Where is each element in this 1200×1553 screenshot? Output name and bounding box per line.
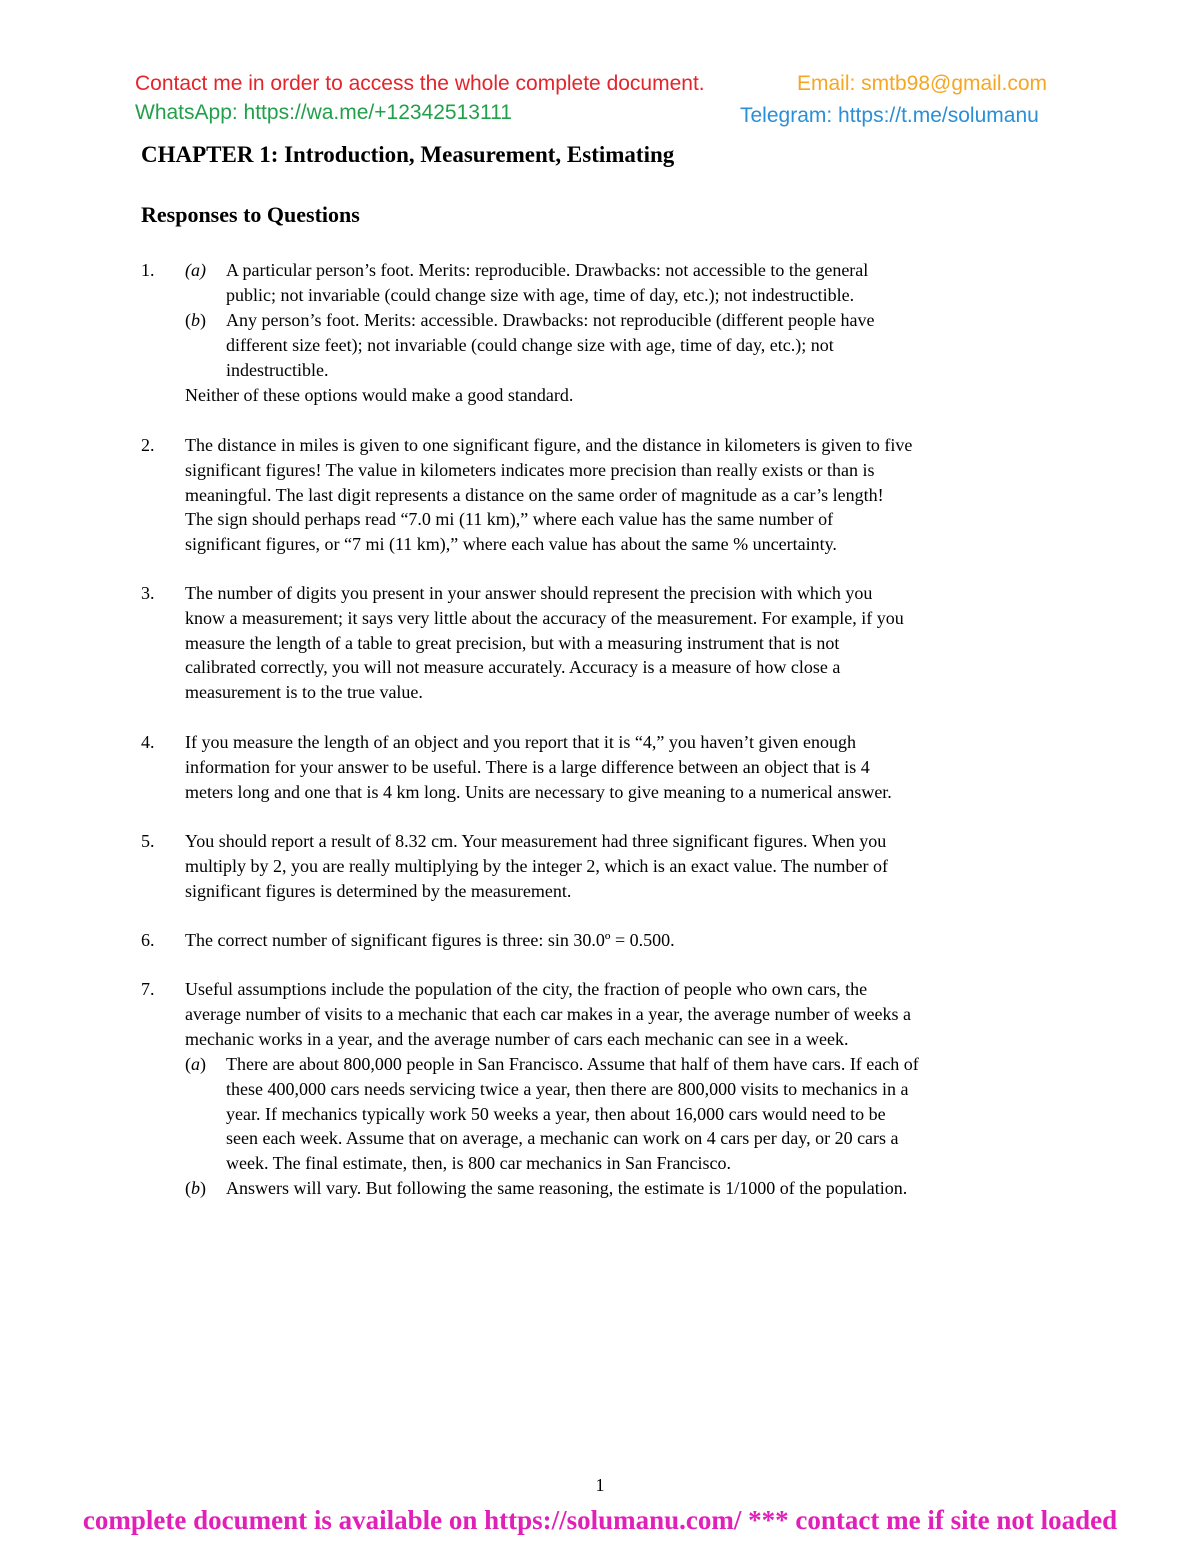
question-7-part-a <box>226 1052 1066 1176</box>
question-1-conclusion <box>185 383 1065 408</box>
question-number: 3. <box>141 583 155 603</box>
part-label-a: (a) <box>185 1054 206 1074</box>
text-line: average number of visits to a mechanic that each car makes in a year, the average number of weeks a <box>185 1003 911 1024</box>
question-3-text <box>185 581 1065 705</box>
question-5-text <box>185 829 1065 903</box>
section-title: Responses to Questions <box>141 202 360 227</box>
text-line: mechanic works in a year, and the average number of cars each mechanic can see in a week. <box>185 1028 849 1049</box>
text-line: significant figures! The value in kilometers indicates more precision than really exists or than is <box>185 459 875 480</box>
text-line: these 400,000 cars needs servicing twice a year, then there are 800,000 visits to mechanics in a <box>226 1078 909 1099</box>
question-2-text <box>185 433 1065 557</box>
text-line: meaningful. The last digit represents a distance on the same order of magnitude as a car’s length! <box>185 484 884 505</box>
text-line: The correct number of significant figures is three: sin 30.0º = 0.500. <box>185 930 675 950</box>
text-line: The number of digits you present in your answer should represent the precision with which you <box>185 583 873 603</box>
text-line: know a measurement; it says very little about the accuracy of the measurement. For example, if you <box>185 607 904 628</box>
text-line: meters long and one that is 4 km long. Units are necessary to give meaning to a numerical answer. <box>185 781 892 802</box>
footer-banner[interactable]: complete document is available on https://solumanu.com/ *** contact me if site not loaded <box>82 1505 1118 1535</box>
text-line: If you measure the length of an object and you report that it is “4,” you haven’t given enough <box>185 732 856 752</box>
question-1-part-a <box>226 258 1066 308</box>
text-line: measurement is to the true value. <box>185 682 423 703</box>
text-line: public; not invariable (could change size with age, time of day, etc.); not indestructible. <box>226 284 855 305</box>
whatsapp-link[interactable]: WhatsApp: https://wa.me/+12342513111 <box>135 101 512 124</box>
text-line: calibrated correctly, you will not measure accurately. Accuracy is a measure of how close a <box>185 657 841 678</box>
text-line: Answers will vary. But following the same reasoning, the estimate is 1/1000 of the population. <box>226 1178 908 1198</box>
question-1-part-b <box>226 308 1066 382</box>
page-number: 1 <box>595 1475 605 1495</box>
contact-line: Contact me in order to access the whole complete document. <box>135 72 705 95</box>
text-line: seen each week. Assume that on average, a mechanic can work on 4 cars per day, or 20 cars a <box>226 1128 899 1149</box>
text-line: You should report a result of 8.32 cm. Your measurement had three significant figures. When you <box>185 831 887 851</box>
question-number: 4. <box>141 732 155 752</box>
text-line: significant figures, or “7 mi (11 km),” where each value has about the same % uncertainty. <box>185 534 837 555</box>
text-line: indestructible. <box>226 359 329 380</box>
text-line: Neither of these options would make a good standard. <box>185 385 574 405</box>
part-label-a: (a) <box>185 260 206 280</box>
question-number: 2. <box>141 435 155 455</box>
telegram-link[interactable]: Telegram: https://t.me/solumanu <box>740 104 1039 127</box>
text-line: The distance in miles is given to one significant figure, and the distance in kilometers is given to five <box>185 435 913 455</box>
text-line: measure the length of a table to great precision, but with a measuring instrument that is not <box>185 632 840 653</box>
question-7-text <box>185 977 1065 1051</box>
text-line: The sign should perhaps read “7.0 mi (11 km),” where each value has the same number of <box>185 509 834 530</box>
question-number: 5. <box>141 831 155 851</box>
text-line: information for your answer to be useful. There is a large difference between an object that is 4 <box>185 756 870 777</box>
question-4-text <box>185 730 1065 804</box>
question-number: 1. <box>141 260 155 280</box>
text-line: week. The final estimate, then, is 800 car mechanics in San Francisco. <box>226 1153 732 1174</box>
text-line: Useful assumptions include the population of the city, the fraction of people who own cars, the <box>185 979 868 999</box>
text-line: There are about 800,000 people in San Francisco. Assume that half of them have cars. If each of <box>226 1054 919 1074</box>
question-7-part-b <box>226 1176 1066 1201</box>
text-line: Any person’s foot. Merits: accessible. Drawbacks: not reproducible (different people have <box>226 310 875 330</box>
text-line: A particular person’s foot. Merits: reproducible. Drawbacks: not accessible to the general <box>226 260 869 280</box>
question-6-text <box>185 928 1065 953</box>
email-link[interactable]: Email: smtb98@gmail.com <box>797 72 1048 95</box>
text-line: year. If mechanics typically work 50 weeks a year, then about 16,000 cars would need to be <box>226 1103 886 1124</box>
chapter-title: CHAPTER 1: Introduction, Measurement, Estimating <box>141 142 675 167</box>
question-number: 7. <box>141 979 155 999</box>
text-line: multiply by 2, you are really multiplying by the integer 2, which is an exact value. The number of <box>185 855 888 876</box>
part-label-b: (b) <box>185 310 206 330</box>
text-line: significant figures is determined by the measurement. <box>185 880 572 901</box>
part-label-b: (b) <box>185 1178 206 1198</box>
text-line: different size feet); not invariable (could change size with age, time of day, etc.); not <box>226 334 834 355</box>
question-number: 6. <box>141 930 155 950</box>
